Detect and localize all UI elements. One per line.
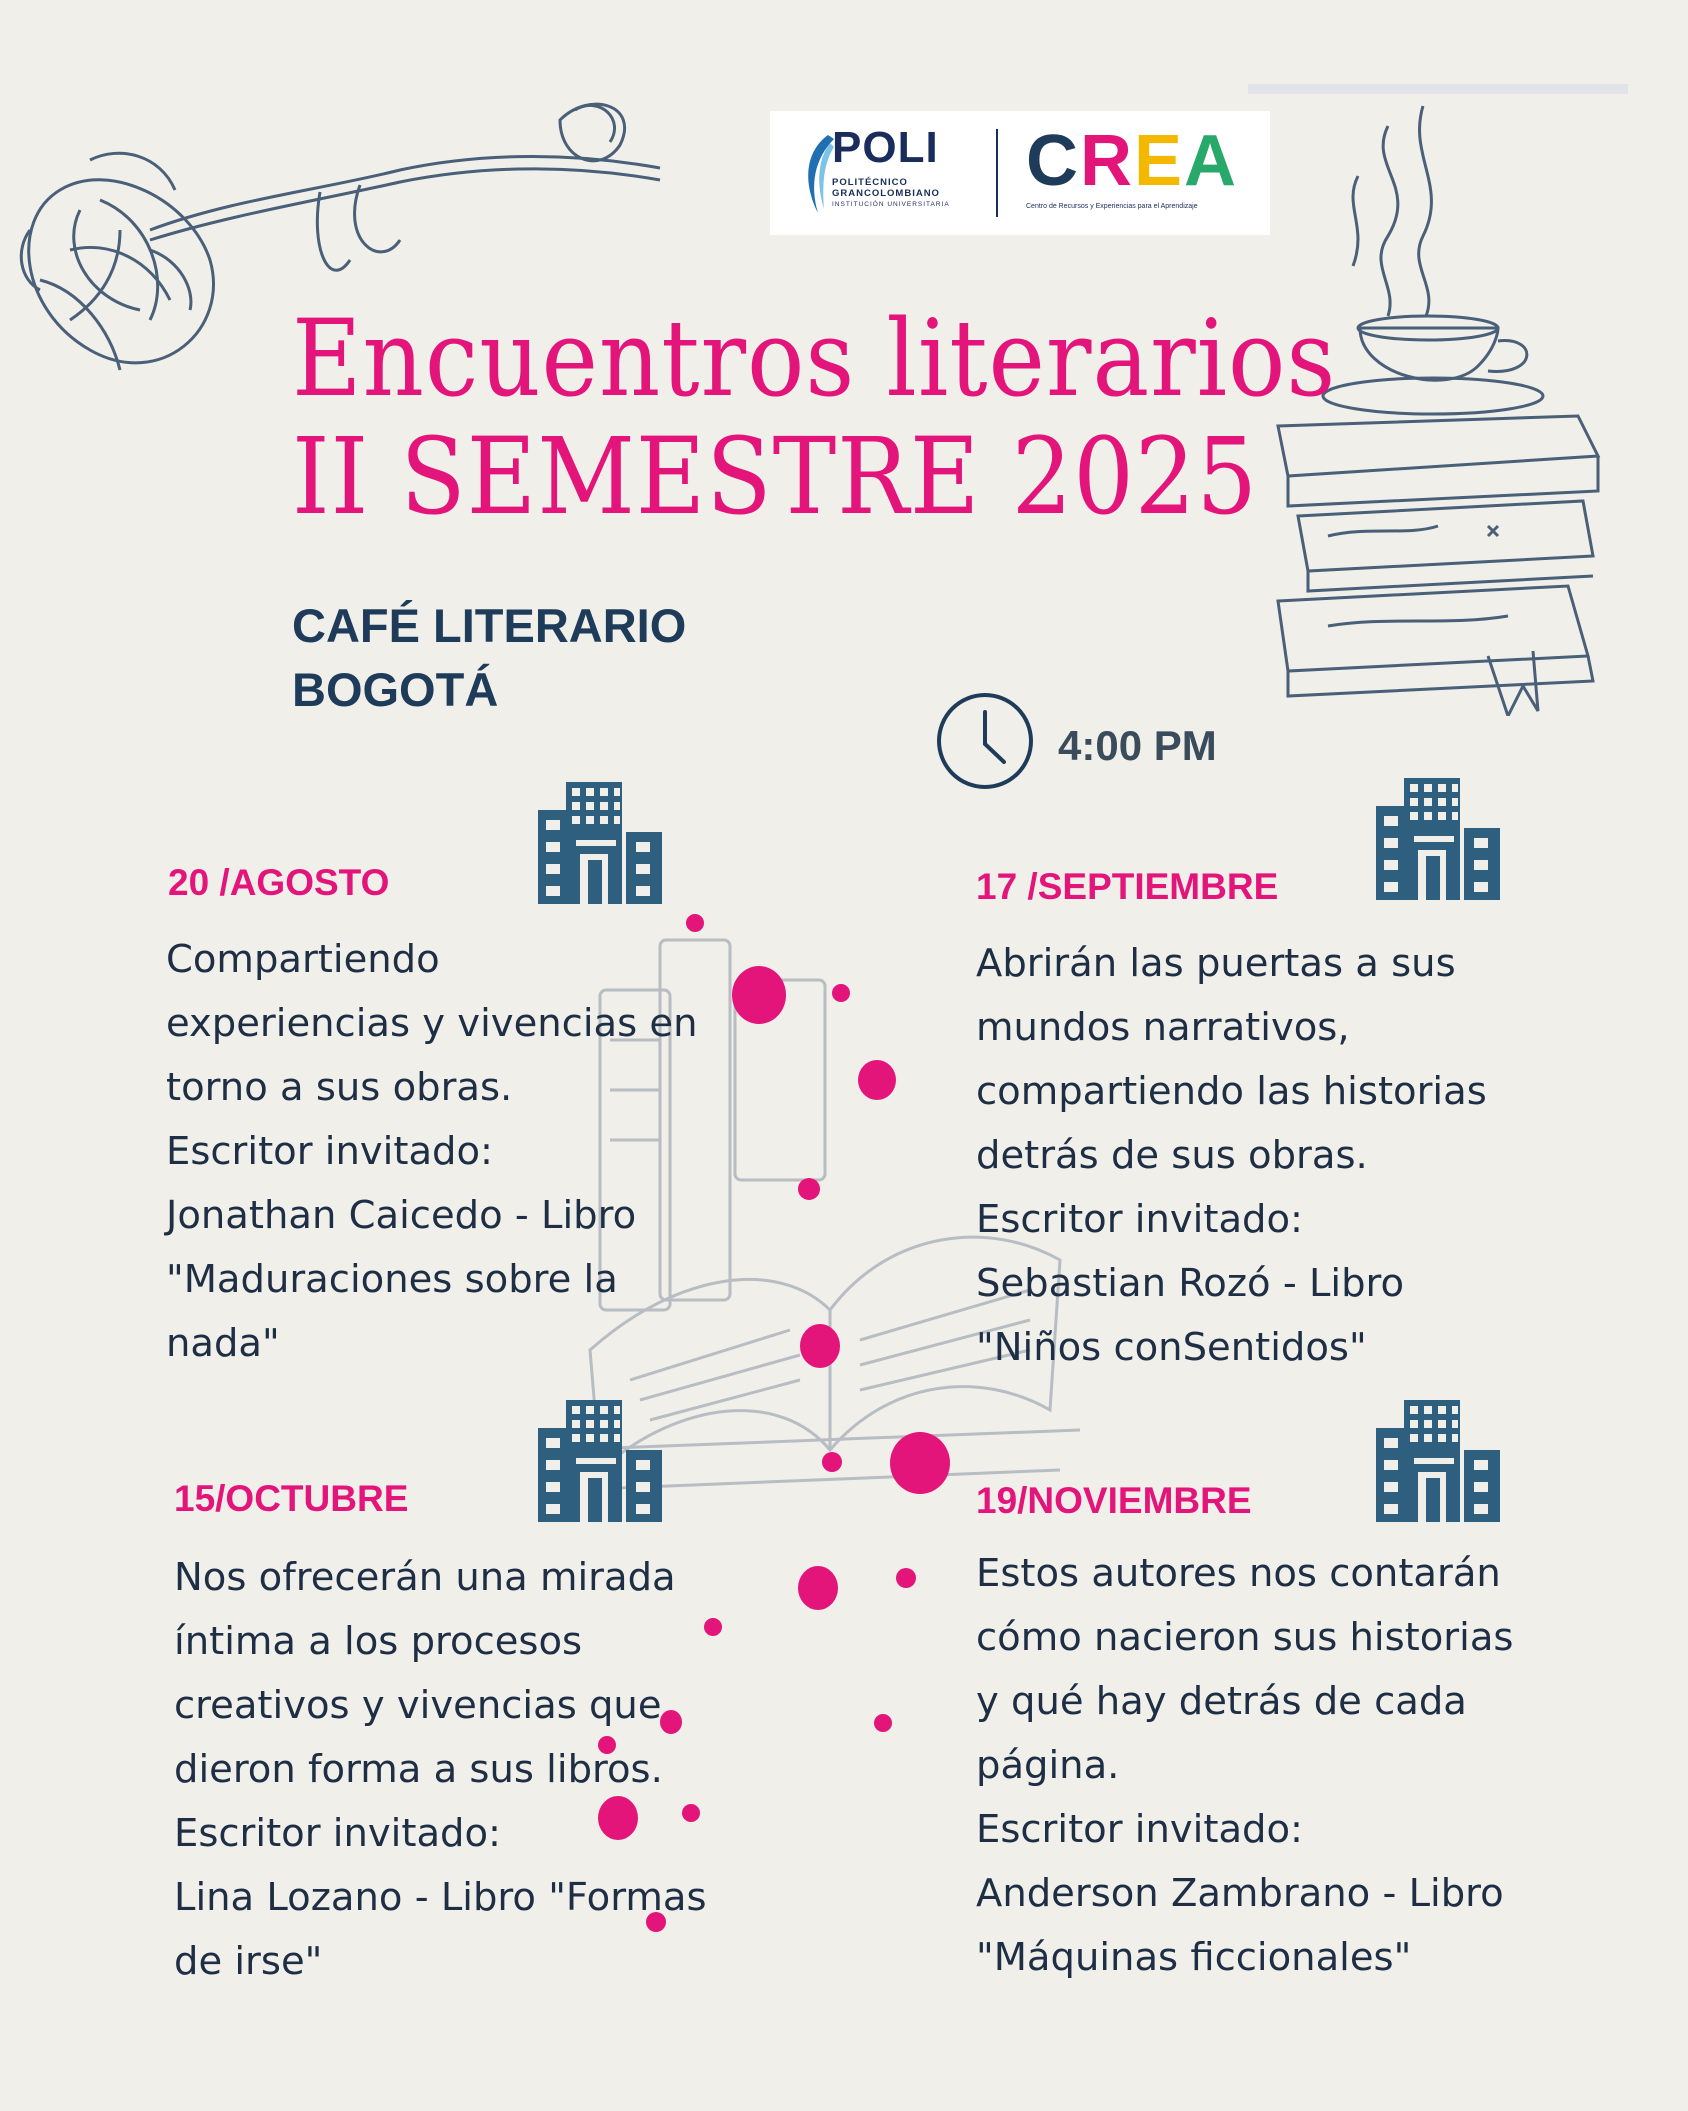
venue	[292, 594, 686, 722]
decorative-dot	[874, 1714, 892, 1732]
building-icon	[1374, 1398, 1502, 1526]
venue-line-2: BOGOTÁ	[292, 663, 499, 716]
event-description-2: Abrirán las puertas a sus mundos narrativos, compartiendo las historias detrás de sus obras. Escritor invitado: Sebastian Rozó - Libro "Niños conSentidos"	[976, 941, 1487, 1370]
decorative-dot	[798, 1566, 838, 1610]
decorative-dot	[832, 984, 850, 1002]
decorative-dot	[704, 1618, 722, 1636]
building-icon	[1374, 776, 1502, 904]
decorative-dot	[858, 1060, 896, 1100]
venue-line-1: CAFÉ LITERARIO	[292, 599, 687, 652]
poli-logo-icon	[800, 131, 836, 217]
event-description-4: Estos autores nos contarán cómo nacieron sus historias y qué hay detrás de cada página. Escritor invitado: Anderson Zambrano - Libro "Máquinas ficcionales"	[976, 1551, 1514, 1980]
sponsor-logos	[770, 111, 1270, 235]
decorative-dot	[798, 1178, 820, 1200]
decorative-dot	[822, 1452, 842, 1472]
decorative-dot	[890, 1432, 950, 1494]
event-time: 4:00 PM	[1058, 722, 1217, 769]
crea-logo-subtitle: Centro de Recursos y Experiencias para el Aprendizaje	[1026, 203, 1198, 210]
poli-logo-text: POLI	[832, 123, 939, 172]
event-description-1: Compartiendo experiencias y vivencias en torno a sus obras. Escritor invitado: Jonathan Caicedo - Libro "Maduraciones sobre la nada"	[166, 937, 698, 1366]
crea-logo-text: CREA	[1026, 121, 1239, 201]
event-date-4: 19/NOVIEMBRE	[976, 1480, 1252, 1521]
building-icon	[536, 780, 664, 908]
title-line-1: Encuentros literarios	[292, 297, 1337, 420]
event-description-3: Nos ofrecerán una mirada íntima a los procesos creativos y vivencias que dieron forma a sus libros. Escritor invitado: Lina Lozano - Libro "Formas de irse"	[174, 1555, 707, 1984]
building-icon	[536, 1398, 664, 1526]
event-date-1: 20 /AGOSTO	[168, 862, 390, 903]
title-line-2: II SEMESTRE 2025	[292, 415, 1258, 538]
page-title	[292, 297, 1337, 538]
decorative-dot	[732, 966, 786, 1024]
poli-logo-subtitle: POLITÉCNICO GRANCOLOMBIANO INSTITUCIÓN UNIVERSITARIA	[832, 177, 950, 208]
decorative-dot	[896, 1568, 916, 1588]
clock-icon	[934, 690, 1036, 792]
logo-divider	[996, 129, 998, 217]
event-date-2: 17 /SEPTIEMBRE	[976, 866, 1279, 907]
top-accent-bar	[1248, 84, 1628, 94]
event-date-3: 15/OCTUBRE	[174, 1478, 409, 1519]
decorative-dot	[800, 1324, 840, 1368]
